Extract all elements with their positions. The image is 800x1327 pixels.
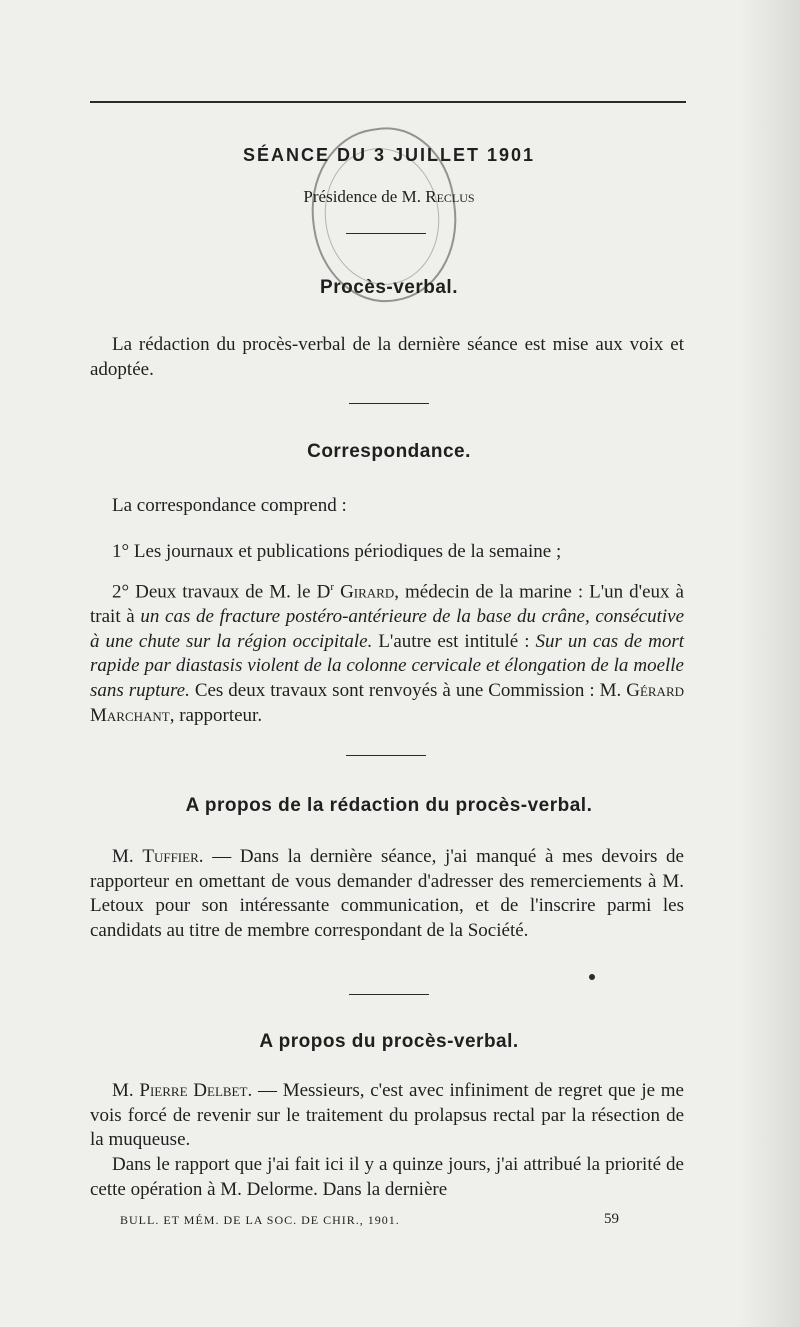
- rapporteur-name: Gérard Marchant: [90, 680, 684, 726]
- work-title-2: Sur un cas de mort rapide par diastasis violent de la colonne cervicale et élongation de la moelle sans rupture.: [90, 630, 684, 702]
- redaction-text: [90, 845, 684, 944]
- work-title-1: un cas de fracture postéro-antérieure de la base du crâne, consécutive à une chute sur la région occipitale.: [90, 606, 684, 652]
- president-name: Reclus: [425, 187, 475, 206]
- item2-text-c: L'autre est intitulé :: [372, 630, 536, 652]
- heading-redaction: A propos de la rédaction du procès-verbal.: [185, 795, 593, 816]
- session-title: SÉANCE DU 3 JUILLET 1901: [242, 145, 536, 165]
- speaker-delbet: Pierre Delbet: [139, 1080, 248, 1101]
- ink-dot: [589, 974, 595, 980]
- section-divider: [346, 233, 426, 234]
- item2-text-b: , médecin de la marine : L'un d'eux à trait à: [90, 581, 684, 628]
- heading-correspondance: Correspondance.: [307, 441, 471, 462]
- heading-proces-verbal: Procès-verbal.: [320, 277, 458, 298]
- apropos-text-1: [90, 1079, 684, 1153]
- item2-text-d: Ces deux travaux sont renvoyés à une Commission : M.: [189, 680, 627, 702]
- page-number: 59: [604, 1211, 619, 1227]
- section-divider: [349, 403, 429, 404]
- footer-journal: BULL. ET MÉM. DE LA SOC. DE CHIR., 1901.: [120, 1213, 400, 1227]
- redaction-prefix: M.: [112, 846, 143, 867]
- top-rule: [90, 101, 686, 103]
- section-divider: [349, 994, 429, 995]
- correspondance-item-2: [90, 575, 684, 729]
- item2-text-a: 2° Deux travaux de M. le D: [112, 581, 331, 603]
- apropos-prefix: M.: [112, 1080, 140, 1101]
- apropos-text-2: Dans le rapport que j'ai fait ici il y a quinze jours, j'ai attribué la priorité de cette opération à M. Delorme. Dans la dernière: [90, 1154, 684, 1200]
- speaker-tuffier: Tuffier: [142, 846, 199, 867]
- section-divider: [346, 755, 426, 756]
- apropos-body-1: . — Messieurs, c'est avec infiniment de regret que je me vois forcé de revenir sur le traitement du prolapsus rectal par la résection de la muqueuse.: [90, 1080, 684, 1151]
- author-girard: Girard: [340, 581, 395, 603]
- correspondance-item-1: 1° Les journaux et publications périodiques de la semaine ;: [112, 541, 562, 562]
- correspondance-intro: La correspondance comprend :: [112, 495, 347, 516]
- presidence-prefix: Présidence de M.: [303, 187, 426, 206]
- proces-verbal-text: La rédaction du procès-verbal de la dernière séance est mise aux voix et adoptée.: [90, 334, 684, 380]
- presidence-line: [0, 187, 778, 207]
- item2-text-e: , rapporteur.: [169, 704, 263, 726]
- redaction-body: . — Dans la dernière séance, j'ai manqué à mes devoirs de rapporteur en omettant de vous demander d'adresser des remerciements à M. Letoux pour son intéressante communication, et de l'inscrire parmi les candidats au titre de membre correspondant de la Société.: [90, 846, 684, 942]
- heading-apropos: A propos du procès-verbal.: [259, 1031, 519, 1052]
- item2-sup: r: [330, 581, 335, 593]
